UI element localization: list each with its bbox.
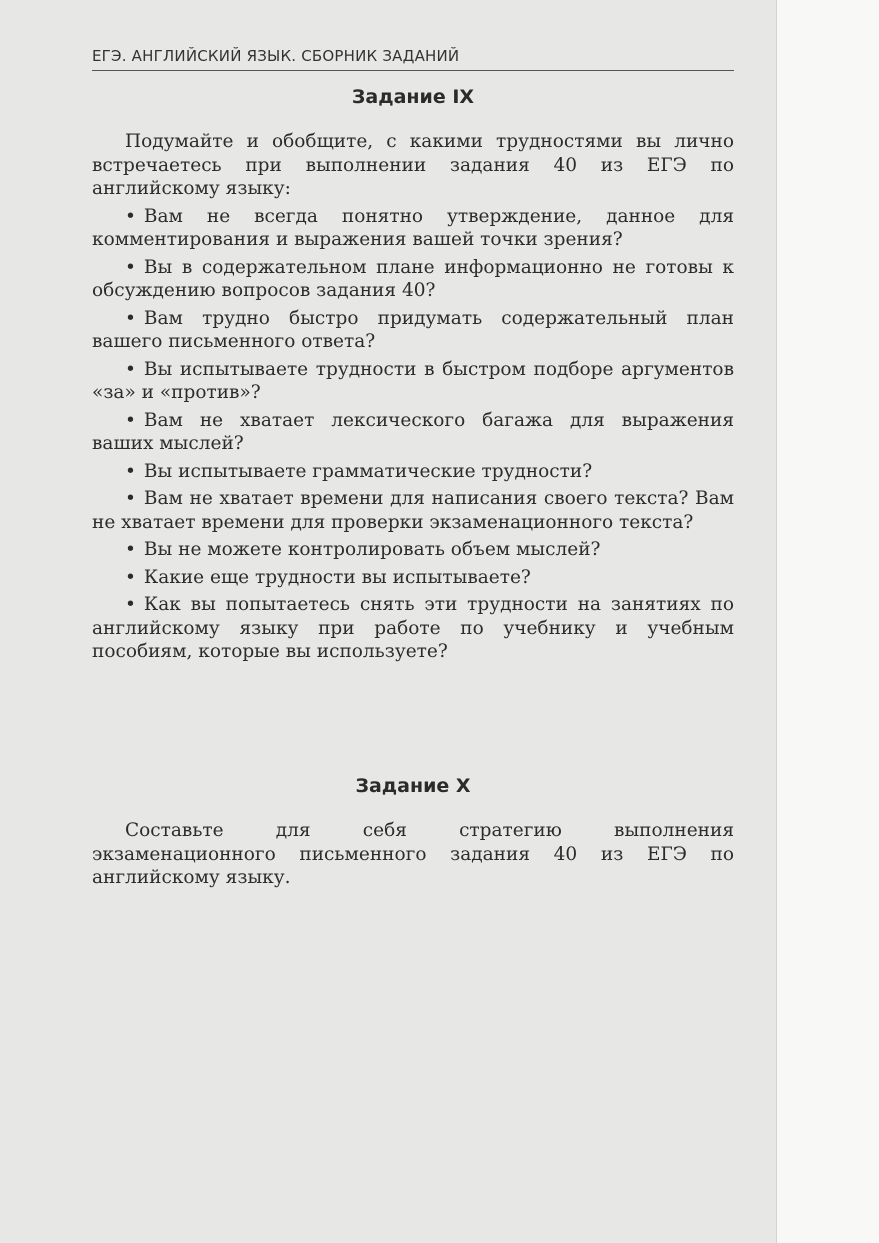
task-10-body xyxy=(92,819,734,894)
list-item xyxy=(92,593,734,664)
task-9-intro: Подумайте и обобщите, с какими трудностями вы лично встречаетесь при выполнении задания 40 из ЕГЭ по английскому языку: xyxy=(92,131,734,199)
list-item xyxy=(92,538,734,562)
list-item-text: Вам не хватает времени для написания своего текста? Вам не хватает времени для проверки экзаменационного текста? xyxy=(92,488,734,533)
bullet-icon: • xyxy=(125,594,136,615)
bullet-icon: • xyxy=(125,307,136,329)
list-item xyxy=(92,566,734,590)
bullet-icon: • xyxy=(125,566,136,588)
bullet-icon: • xyxy=(125,409,136,431)
list-item xyxy=(92,487,734,534)
list-item-text: Вам не всегда понятно утверждение, данное для комментирования и выражения вашей точки зрения? xyxy=(92,205,734,250)
list-item xyxy=(92,256,734,303)
list-item xyxy=(92,358,734,405)
task-9-title: Задание IX xyxy=(351,86,475,108)
list-item-text: Вам не хватает лексического багажа для выражения ваших мыслей? xyxy=(92,409,734,454)
list-item-text: Как вы попытаетесь снять эти трудности на занятиях по английскому языку при работе по учебнику и учебным пособиям, которые вы используете? xyxy=(92,594,734,662)
task-9-body xyxy=(92,130,734,668)
scan-margin xyxy=(777,0,879,1243)
running-head: ЕГЭ. АНГЛИЙСКИЙ ЯЗЫК. СБОРНИК ЗАДАНИЙ xyxy=(92,47,734,71)
list-item-text: Вы в содержательном плане информационно не готовы к обсуждению вопросов задания 40? xyxy=(92,256,734,301)
list-item xyxy=(92,409,734,456)
list-item xyxy=(92,307,734,354)
bullet-icon: • xyxy=(125,460,136,482)
list-item-text: Вам трудно быстро придумать содержательный план вашего письменного ответа? xyxy=(92,307,734,352)
task-10-title: Задание X xyxy=(355,775,471,797)
list-item-text: Вы не можете контролировать объем мыслей? xyxy=(143,539,601,560)
bullet-icon: • xyxy=(125,358,136,380)
bullet-icon: • xyxy=(125,205,136,227)
list-item-text: Вы испытываете трудности в быстром подборе аргументов «за» и «против»? xyxy=(92,358,734,403)
list-item-text: Вы испытываете грамматические трудности? xyxy=(143,460,593,482)
bullet-icon: • xyxy=(125,488,136,509)
task-10-text: Составьте для себя стратегию выполнения экзаменационного письменного задания 40 из ЕГЭ по английскому языку. xyxy=(92,820,734,888)
bullet-icon: • xyxy=(125,539,136,560)
list-item xyxy=(92,460,734,484)
bullet-icon: • xyxy=(125,256,136,278)
list-item-text: Какие еще трудности вы испытываете? xyxy=(143,566,531,588)
list-item xyxy=(92,205,734,252)
